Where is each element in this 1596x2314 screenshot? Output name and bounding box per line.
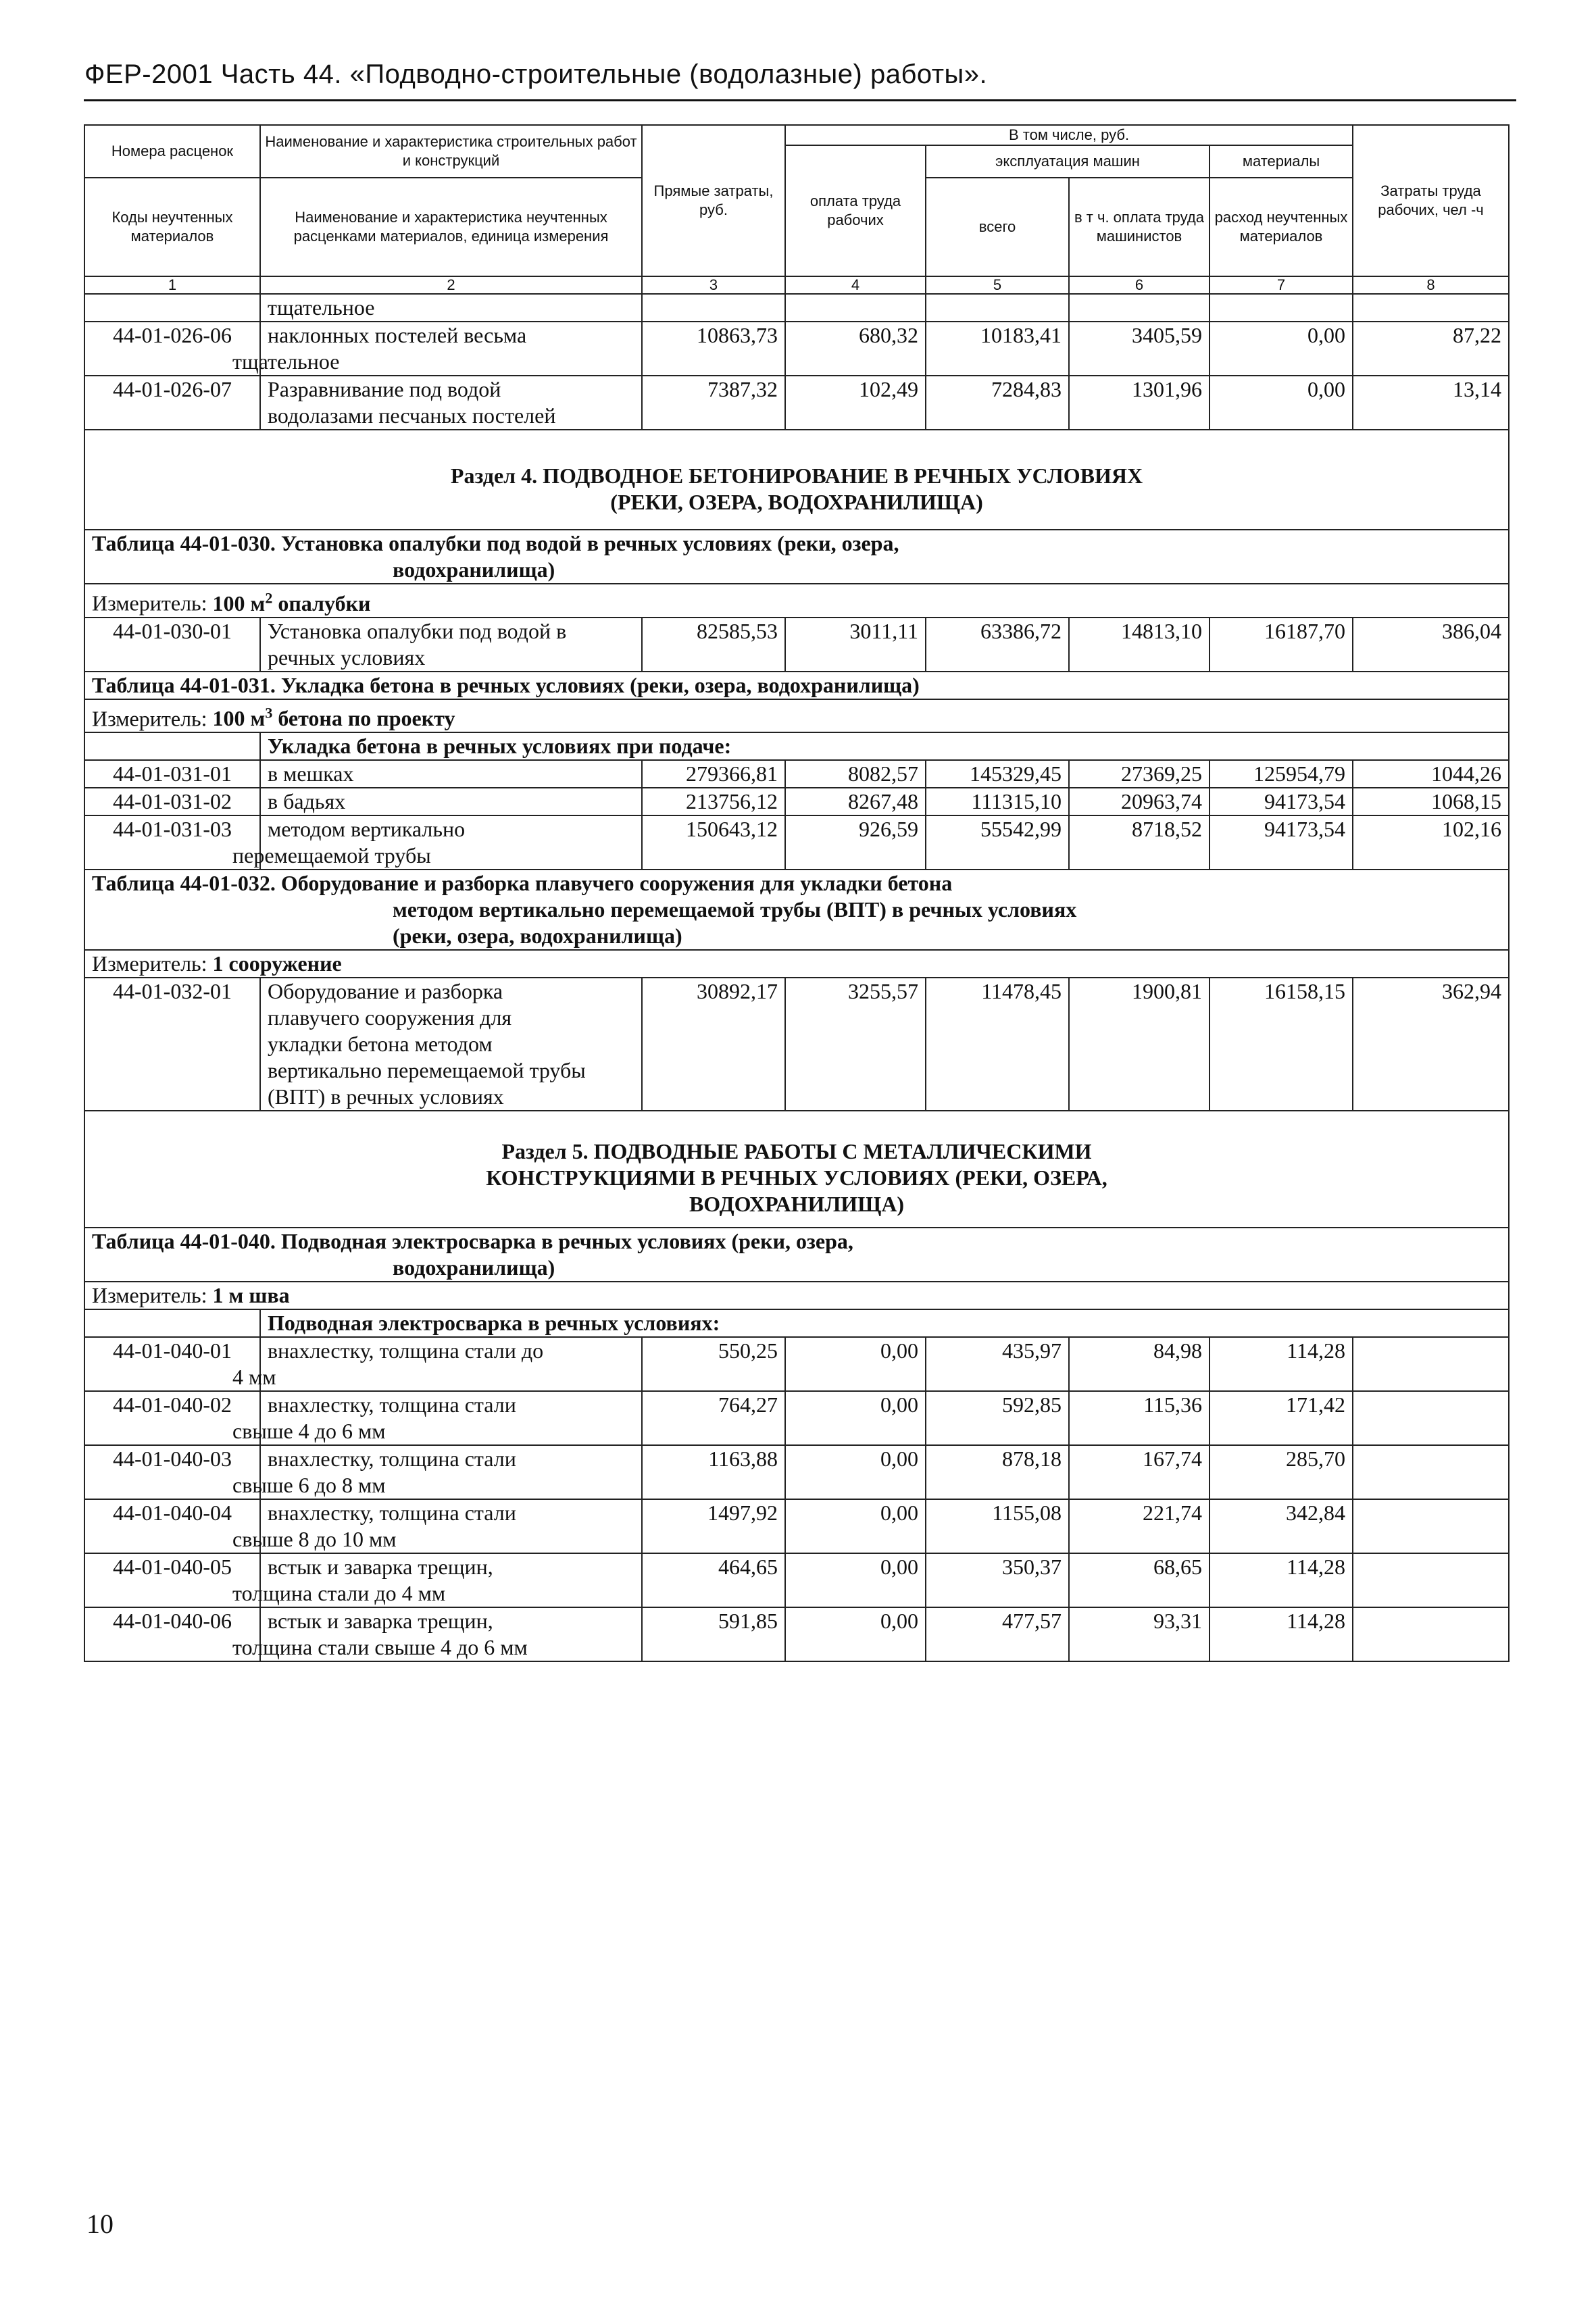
operator-pay: 1301,96 — [1069, 376, 1210, 430]
rate-code: 44-01-040-05 — [84, 1553, 260, 1607]
machines-total: 63386,72 — [926, 618, 1069, 672]
table-030-meter-row — [84, 584, 1509, 618]
col-group-header: В том числе, руб. — [785, 125, 1353, 145]
column-numbers-row — [84, 276, 1509, 294]
rate-code: 44-01-040-06 — [84, 1607, 260, 1661]
col-direct-costs-header: Прямые затраты, руб. — [642, 125, 785, 276]
operator-pay: 8718,52 — [1069, 815, 1210, 870]
col-material-name-header: Наименование и характеристика неучтенных расценками материалов, единица измерения — [260, 178, 642, 276]
operator-pay: 27369,25 — [1069, 760, 1210, 788]
row-name-cont: толщина стали до 4 мм — [232, 1581, 446, 1606]
rate-code: 44-01-031-03 — [84, 815, 260, 870]
material-use: 114,28 — [1210, 1553, 1353, 1607]
operator-pay: 1900,81 — [1069, 978, 1210, 1111]
material-use: 16187,70 — [1210, 618, 1353, 672]
material-use: 125954,79 — [1210, 760, 1353, 788]
col-number: 5 — [926, 276, 1069, 294]
row-name: в бадьях — [260, 788, 642, 815]
row-name-cont: толщина стали свыше 4 до 6 мм — [232, 1635, 528, 1660]
table-row — [84, 1607, 1509, 1661]
machines-total: 477,57 — [926, 1607, 1069, 1661]
row-name-cont: 4 мм — [232, 1365, 276, 1390]
table-040-title-row — [84, 1228, 1509, 1282]
row-name-cont: свыше 4 до 6 мм — [232, 1419, 386, 1444]
table-row — [84, 760, 1509, 788]
table-031-subhead-row — [84, 732, 1509, 760]
operator-pay: 14813,10 — [1069, 618, 1210, 672]
table-031-title: Таблица 44-01-031. Укладка бетона в речных условиях (реки, озера, водохранилища) — [92, 672, 920, 697]
direct-cost: 1497,92 — [642, 1499, 785, 1553]
worker-pay: 3255,57 — [785, 978, 926, 1111]
rate-code: 44-01-040-03 — [84, 1445, 260, 1499]
rate-code: 44-01-031-01 — [84, 760, 260, 788]
col-material-code-header: Коды неучтенных материалов — [84, 178, 260, 276]
material-use: 114,28 — [1210, 1607, 1353, 1661]
page-number: 10 — [86, 2209, 114, 2239]
table-032-title-row — [84, 870, 1509, 950]
table-032-meter-row — [84, 950, 1509, 978]
material-use: 94173,54 — [1210, 788, 1353, 815]
rate-code: 44-01-040-01 — [84, 1337, 260, 1391]
row-name: внахлестку, толщина стали — [268, 1501, 516, 1526]
col-number: 4 — [785, 276, 926, 294]
operator-pay: 167,74 — [1069, 1445, 1210, 1499]
table-040-subhead-row — [84, 1309, 1509, 1337]
col-material-use-header: расход неучтенных материалов — [1210, 178, 1353, 276]
col-number: 6 — [1069, 276, 1210, 294]
col-number: 2 — [260, 276, 642, 294]
table-040-title: Таблица 44-01-040. Подводная электросварка в речных условиях (реки, озера, — [92, 1229, 853, 1254]
meter-value: 100 $м^2$ опалубки — [212, 589, 371, 615]
labor-hours: 1068,15 — [1353, 788, 1509, 815]
direct-cost: 1163,88 — [642, 1445, 785, 1499]
col-materials-header: материалы — [1210, 145, 1353, 178]
meter-value: 1 м шва — [212, 1283, 290, 1308]
worker-pay: 0,00 — [785, 1445, 926, 1499]
table-row — [84, 788, 1509, 815]
table-040-subhead: Подводная электросварка в речных условиях: — [260, 1309, 1509, 1337]
machines-total: 7284,83 — [926, 376, 1069, 430]
row-name-cont: плавучего сооружения для — [268, 1005, 512, 1030]
rate-code: 44-01-031-02 — [84, 788, 260, 815]
col-machines-header: эксплуатация машин — [926, 145, 1210, 178]
section-4-subtitle: (РЕКИ, ОЗЕРА, ВОДОХРАНИЛИЩА) — [610, 490, 983, 514]
material-use: 342,84 — [1210, 1499, 1353, 1553]
col-labor-hours-header: Затраты труда рабочих, чел -ч — [1353, 125, 1509, 276]
row-name-cont: (ВПТ) в речных условиях — [268, 1084, 504, 1109]
operator-pay: 68,65 — [1069, 1553, 1210, 1607]
meter-value: 100 $м^3$ бетона по проекту — [212, 704, 455, 731]
operator-pay: 3405,59 — [1069, 322, 1210, 376]
row-name: встык и заварка трещин, — [268, 1555, 493, 1580]
col-machines-total-header: всего — [926, 178, 1069, 276]
direct-cost: 591,85 — [642, 1607, 785, 1661]
direct-cost: 213756,12 — [642, 788, 785, 815]
table-040-title-cont: водохранилища) — [393, 1255, 555, 1280]
table-031-subhead: Укладка бетона в речных условиях при подаче: — [260, 732, 1509, 760]
table-040-meter-row — [84, 1282, 1509, 1309]
table-030-title-row — [84, 530, 1509, 584]
worker-pay: 0,00 — [785, 1391, 926, 1445]
table-030-title: Таблица 44-01-030. Установка опалубки под водой в речных условиях (реки, озера, — [92, 531, 899, 555]
section-5-row — [84, 1111, 1509, 1228]
section-5-title-cont: ВОДОХРАНИЛИЩА) — [689, 1192, 905, 1217]
section-4-title: Раздел 4. ПОДВОДНОЕ БЕТОНИРОВАНИЕ В РЕЧНЫХ УСЛОВИЯХ — [450, 463, 1143, 488]
running-header: ФЕР-2001 Часть 44. «Подводно-строительные (водолазные) работы». — [84, 59, 988, 89]
col-number: 3 — [642, 276, 785, 294]
direct-cost: 82585,53 — [642, 618, 785, 672]
table-row — [84, 376, 1509, 430]
row-name: внахлестку, толщина стали — [268, 1392, 516, 1417]
rate-code: 44-01-026-06 — [84, 322, 260, 376]
row-name-cont: укладки бетона методом — [268, 1032, 493, 1057]
material-use: 171,42 — [1210, 1391, 1353, 1445]
direct-cost: 150643,12 — [642, 815, 785, 870]
row-name: внахлестку, толщина стали — [268, 1447, 516, 1472]
header-row-1 — [84, 125, 1509, 145]
machines-total: 55542,99 — [926, 815, 1069, 870]
row-name-cont: водолазами песчаных постелей — [268, 403, 556, 428]
worker-pay: 102,49 — [785, 376, 926, 430]
worker-pay: 0,00 — [785, 1607, 926, 1661]
col-number: 1 — [84, 276, 260, 294]
section-5-title-cont: КОНСТРУКЦИЯМИ В РЕЧНЫХ УСЛОВИЯХ (РЕКИ, ОЗЕРА, — [486, 1165, 1107, 1190]
col-operator-pay-header: в т ч. оплата труда машинистов — [1069, 178, 1210, 276]
rate-code: 44-01-026-07 — [84, 376, 260, 430]
col-worker-pay-header: оплата труда рабочих — [785, 145, 926, 276]
worker-pay: 926,59 — [785, 815, 926, 870]
machines-total: 145329,45 — [926, 760, 1069, 788]
direct-cost: 764,27 — [642, 1391, 785, 1445]
material-use: 16158,15 — [1210, 978, 1353, 1111]
rate-code: 44-01-040-02 — [84, 1391, 260, 1445]
material-use: 0,00 — [1210, 322, 1353, 376]
table-row — [84, 1499, 1509, 1553]
col-number: 7 — [1210, 276, 1353, 294]
worker-pay: 8082,57 — [785, 760, 926, 788]
header-rule — [84, 99, 1516, 101]
worker-pay: 680,32 — [785, 322, 926, 376]
material-use: 114,28 — [1210, 1337, 1353, 1391]
rate-code: 44-01-030-01 — [84, 618, 260, 672]
material-use: 285,70 — [1210, 1445, 1353, 1499]
worker-pay: 3011,11 — [785, 618, 926, 672]
table-032-title-cont: (реки, озера, водохранилища) — [393, 924, 682, 949]
labor-hours: 87,22 — [1353, 322, 1509, 376]
direct-cost: 10863,73 — [642, 322, 785, 376]
row-name: внахлестку, толщина стали до — [268, 1338, 544, 1363]
meter-value: 1 сооружение — [212, 951, 342, 976]
direct-cost: 464,65 — [642, 1553, 785, 1607]
labor-hours: 13,14 — [1353, 376, 1509, 430]
machines-total: 111315,10 — [926, 788, 1069, 815]
operator-pay: 93,31 — [1069, 1607, 1210, 1661]
row-name-cont: вертикально перемещаемой трубы — [268, 1058, 586, 1083]
table-032-title: Таблица 44-01-032. Оборудование и разборка плавучего сооружения для укладки бетона — [92, 871, 953, 896]
worker-pay: 0,00 — [785, 1337, 926, 1391]
row-name-cont: свыше 6 до 8 мм — [232, 1473, 386, 1498]
machines-total: 435,97 — [926, 1337, 1069, 1391]
row-name: тщательное — [260, 294, 642, 322]
table-row — [84, 294, 1509, 322]
material-use: 0,00 — [1210, 376, 1353, 430]
row-name: встык и заварка трещин, — [268, 1609, 493, 1634]
row-name: Оборудование и разборка — [268, 979, 503, 1004]
table-row — [84, 618, 1509, 672]
table-row — [84, 815, 1509, 870]
operator-pay: 84,98 — [1069, 1337, 1210, 1391]
direct-cost: 279366,81 — [642, 760, 785, 788]
labor-hours: 102,16 — [1353, 815, 1509, 870]
row-name: Установка опалубки под водой в — [268, 618, 567, 643]
table-row — [84, 322, 1509, 376]
rate-code: 44-01-040-04 — [84, 1499, 260, 1553]
machines-total: 350,37 — [926, 1553, 1069, 1607]
table-row — [84, 1337, 1509, 1391]
col-work-name-header: Наименование и характеристика строительных работ и конструкций — [260, 125, 642, 178]
operator-pay: 115,36 — [1069, 1391, 1210, 1445]
worker-pay: 8267,48 — [785, 788, 926, 815]
table-031-title-row — [84, 672, 1509, 699]
machines-total: 878,18 — [926, 1445, 1069, 1499]
col-rate-number-header: Номера расценок — [84, 125, 260, 178]
labor-hours: 1044,26 — [1353, 760, 1509, 788]
row-name: Разравнивание под водой — [268, 377, 501, 401]
direct-cost: 30892,17 — [642, 978, 785, 1111]
row-name-cont: тщательное — [232, 349, 340, 374]
rates-table — [84, 124, 1510, 1662]
table-030-title-cont: водохранилища) — [393, 557, 555, 582]
direct-cost: 7387,32 — [642, 376, 785, 430]
rate-code: 44-01-032-01 — [84, 978, 260, 1111]
row-name: в мешках — [260, 760, 642, 788]
col-number: 8 — [1353, 276, 1509, 294]
machines-total: 592,85 — [926, 1391, 1069, 1445]
worker-pay: 0,00 — [785, 1553, 926, 1607]
machines-total: 1155,08 — [926, 1499, 1069, 1553]
table-row — [84, 978, 1509, 1111]
row-name: методом вертикально — [268, 817, 466, 842]
material-use: 94173,54 — [1210, 815, 1353, 870]
row-name-cont: свыше 8 до 10 мм — [232, 1527, 397, 1552]
meter-label: Измеритель: — [92, 590, 213, 615]
operator-pay: 221,74 — [1069, 1499, 1210, 1553]
direct-cost: 550,25 — [642, 1337, 785, 1391]
table-row — [84, 1391, 1509, 1445]
section-4-row — [84, 430, 1509, 530]
row-name: наклонных постелей весьма — [268, 323, 527, 347]
machines-total: 10183,41 — [926, 322, 1069, 376]
table-row — [84, 1553, 1509, 1607]
table-032-title-cont: методом вертикально перемещаемой трубы (ВПТ) в речных условиях — [393, 897, 1077, 922]
machines-total: 11478,45 — [926, 978, 1069, 1111]
table-row — [84, 1445, 1509, 1499]
row-name-cont: перемещаемой трубы — [232, 843, 431, 868]
labor-hours: 386,04 — [1353, 618, 1509, 672]
row-name-cont: речных условиях — [268, 645, 426, 670]
meter-label: Измеритель: — [92, 1283, 213, 1308]
labor-hours: 362,94 — [1353, 978, 1509, 1111]
worker-pay: 0,00 — [785, 1499, 926, 1553]
meter-label: Измеритель: — [92, 706, 213, 731]
section-5-title: Раздел 5. ПОДВОДНЫЕ РАБОТЫ С МЕТАЛЛИЧЕСКИМИ — [501, 1139, 1092, 1164]
meter-label: Измеритель: — [92, 951, 213, 976]
operator-pay: 20963,74 — [1069, 788, 1210, 815]
table-031-meter-row — [84, 699, 1509, 733]
